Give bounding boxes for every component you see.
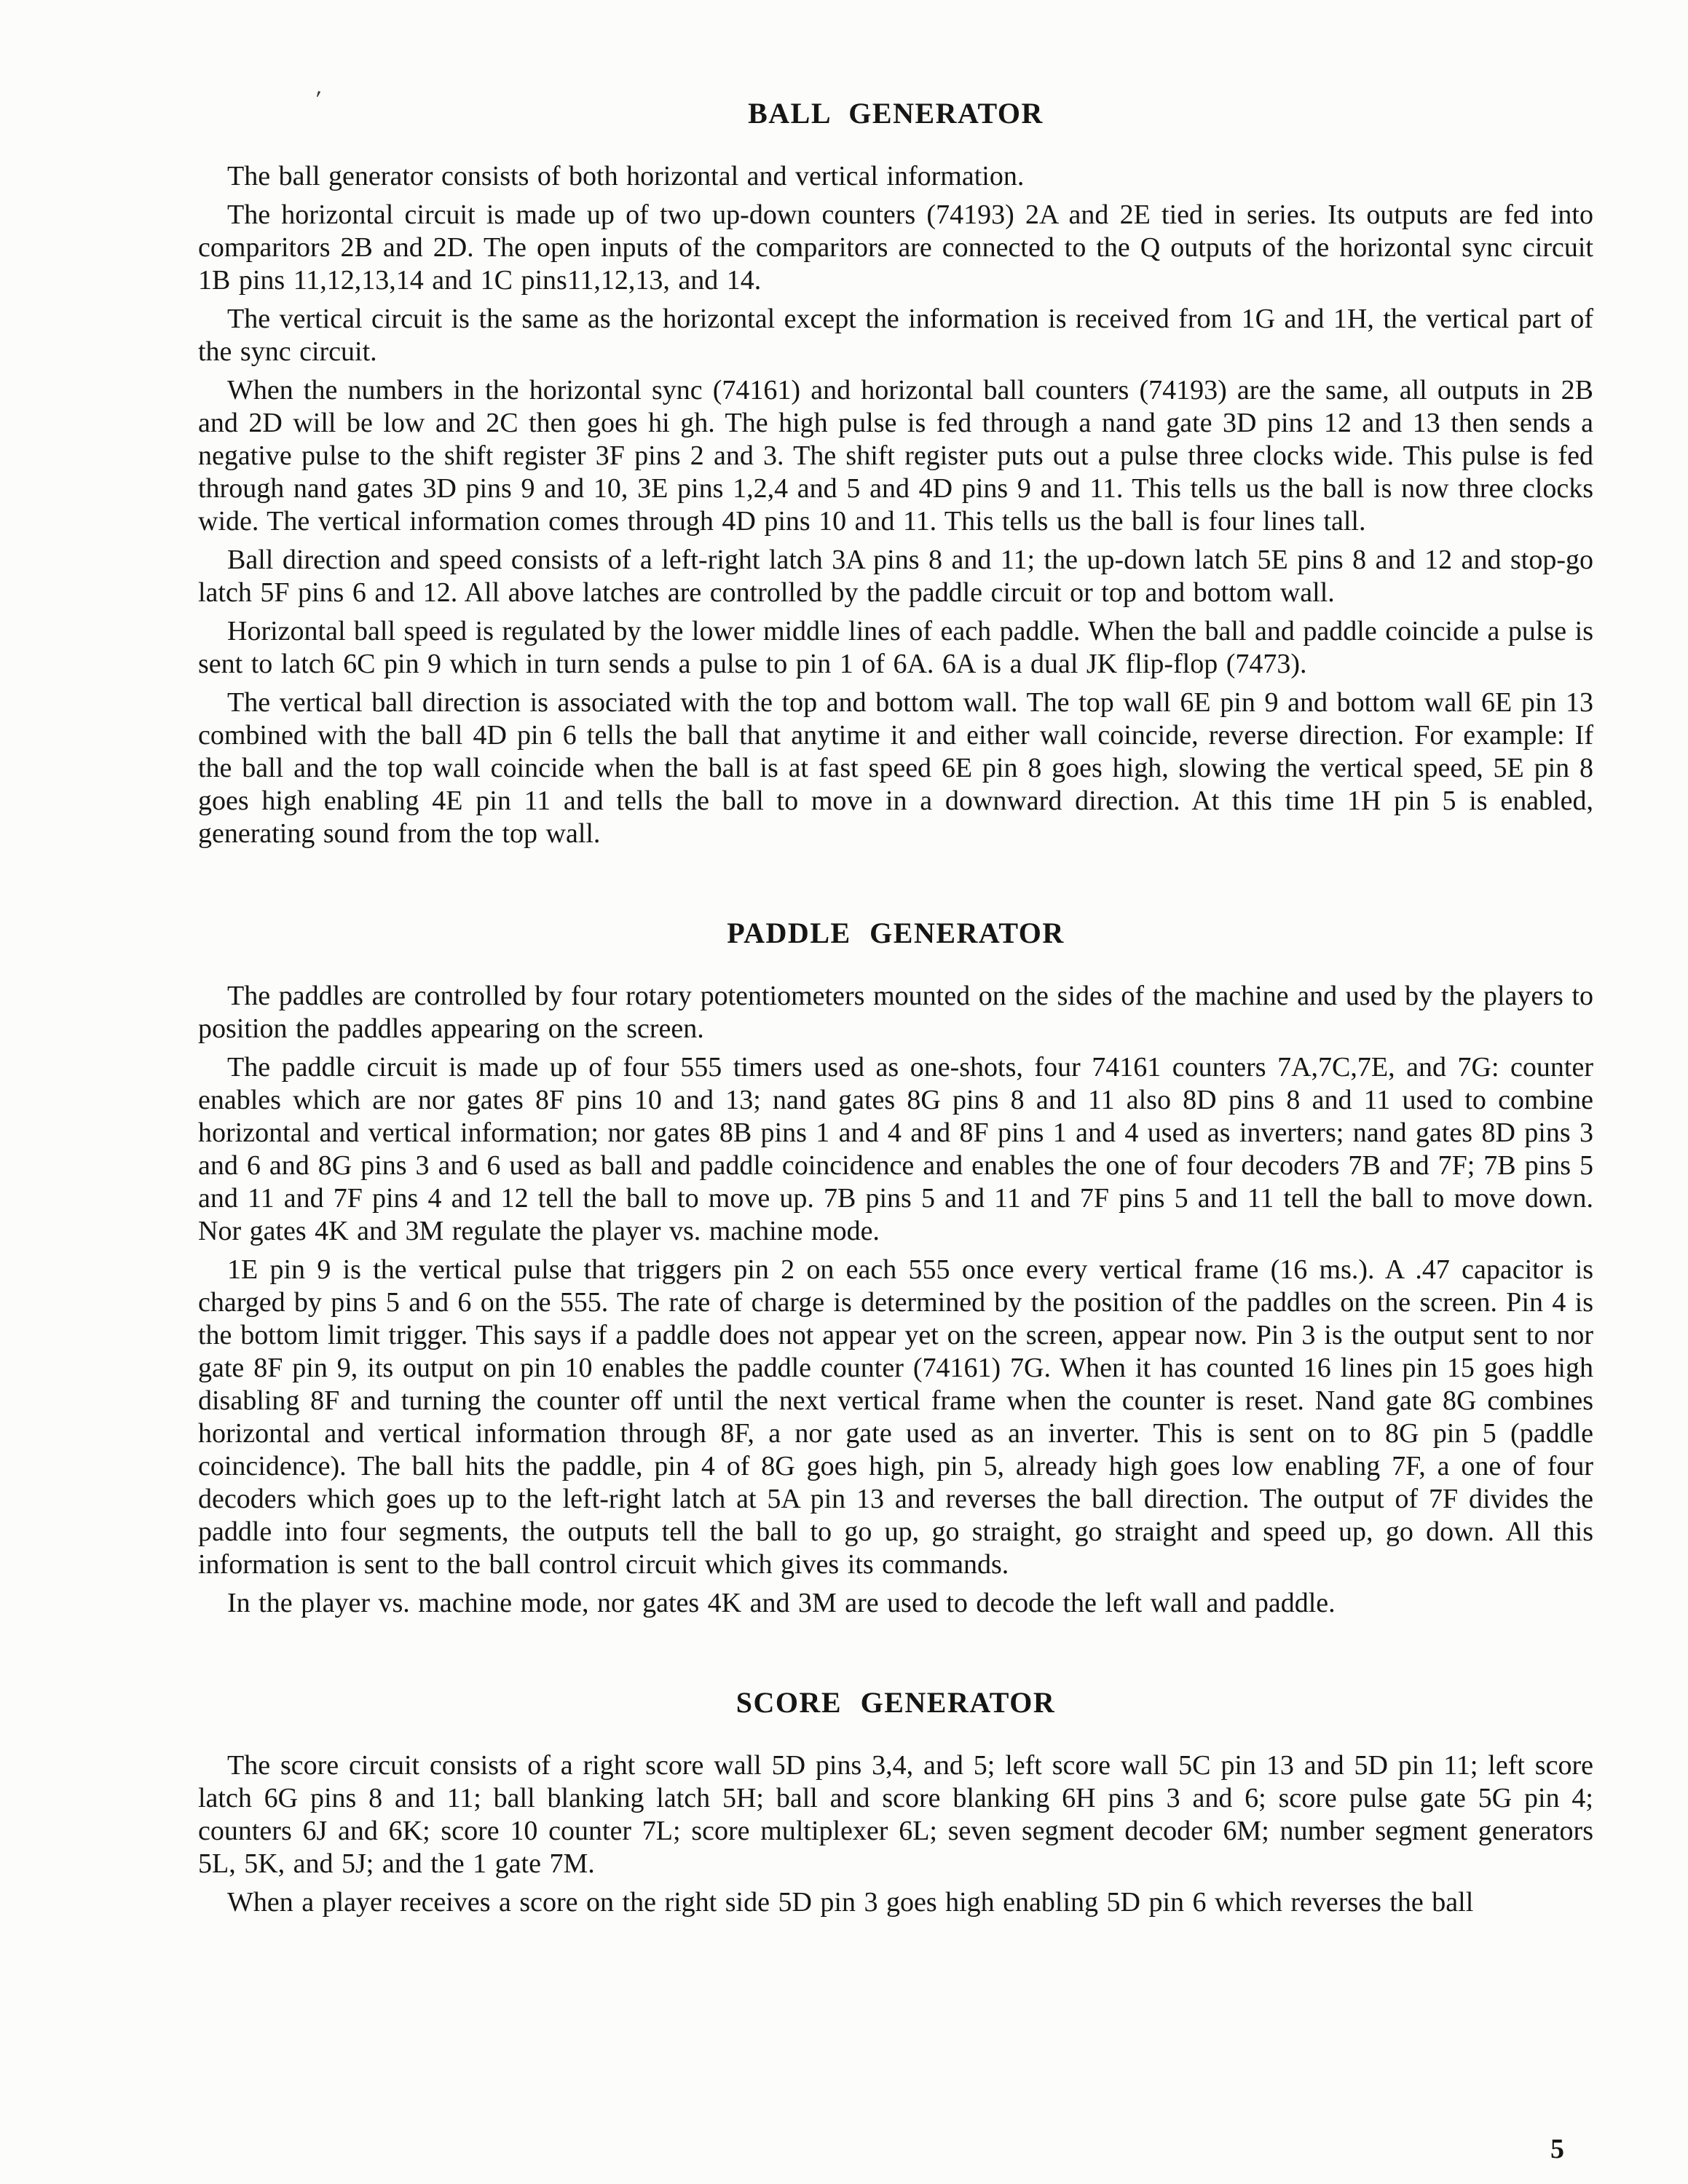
paragraph: The paddle circuit is made up of four 555 timers used as one-shots, four 74161 counters 7A,7C,7E, and 7G: counter enables which are nor gates 8F pins 10 and 13; nand gates 8G pins 8 and 11 also 8D pins 8 and 11 used to combine horizontal and vertical information; nor gates 8B pins 1 and 4 and 8F pins 1 and 4 used as inverters; nand gates 8D pins 3 and 6 and 8G pins 3 and 6 used as ball and paddle coincidence and enables the one of four decoders 7B and 7F; 7B pins 5 and 11 and 7F pins 4 and 12 tell the ball to move up. 7B pins 5 and 11 and 7F pins 5 and 11 tell the ball to move down. Nor gates 4K and 3M regulate the player vs. machine mode. <box>198 1052 1593 1246</box>
paragraph: When the numbers in the horizontal sync (74161) and horizontal ball counters (74193) are the same, all outputs in 2B and 2D will be low and 2C then goes hi gh. The high pulse is fed through a nand gate 3D pins 12 and 13 then sends a negative pulse to the shift register 3F pins 2 and 3. The shift register puts out a pulse three clocks wide. This pulse is fed through nand gates 3D pins 9 and 10, 3E pins 1,2,4 and 5 and 4D pins 9 and 11. This tells us the ball is now three clocks wide. The vertical information comes through 4D pins 10 and 11. This tells us the ball is four lines tall. <box>198 375 1593 537</box>
paragraph: The vertical circuit is the same as the horizontal except the information is received from 1G and 1H, the vertical part of the sync circuit. <box>198 304 1593 367</box>
paragraph: In the player vs. machine mode, nor gates 4K and 3M are used to decode the left wall and paddle. <box>227 1588 1336 1618</box>
sections-container <box>198 96 1593 1919</box>
section-heading: PADDLE GENERATOR <box>727 917 1065 949</box>
paragraph: Ball direction and speed consists of a left-right latch 3A pins 8 and 11; the up-down latch 5E pins 8 and 12 and stop-go latch 5F pins 6 and 12. All above latches are controlled by the paddle circuit or top and bottom wall. <box>198 545 1593 608</box>
paragraph: The score circuit consists of a right score wall 5D pins 3,4, and 5; left score wall 5C pin 13 and 5D pin 11; left score latch 6G pins 8 and 11; ball blanking latch 5H; ball and score blanking 6H pins 3 and 6; score pulse gate 5G pin 4; counters 6J and 6K; score 10 counter 7L; score multiplexer 6L; seven segment decoder 6M; number segment generators 5L, 5K, and 5J; and the 1 gate 7M. <box>198 1750 1593 1879</box>
paragraph: Horizontal ball speed is regulated by the lower middle lines of each paddle. When the ball and paddle coincide a pulse is sent to latch 6C pin 9 which in turn sends a pulse to pin 1 of 6A. 6A is a dual JK flip-flop (7473). <box>198 616 1593 679</box>
paragraph: 1E pin 9 is the vertical pulse that triggers pin 2 on each 555 once every vertical frame (16 ms.). A .47 capacitor is charged by pins 5 and 6 on the 555. The rate of charge is determined by the position of the paddles on the screen. Pin 4 is the bottom limit trigger. This says if a paddle does not appear yet on the screen, appear now. Pin 3 is the output sent to nor gate 8F pin 9, its output on pin 10 enables the paddle counter (74161) 7G. When it has counted 16 lines pin 15 goes high disabling 8F and turning the counter off until the next vertical frame when the counter is reset. Nand gate 8G combines horizontal and vertical information through 8F, a nor gate used as an inverter. This is sent on to 8G pin 5 (paddle coincidence). The ball hits the paddle, pin 4 of 8G goes high, pin 5, already high goes low enabling 7F, a one of four decoders which goes up to the left-right latch at 5A pin 13 and reverses the ball direction. The output of 7F divides the paddle into four segments, the outputs tell the ball to go up, go straight, go straight and speed up, go down. All this information is sent to the ball control circuit which gives its commands. <box>198 1254 1593 1580</box>
section-paddle-generator <box>198 916 1593 1620</box>
paragraph: When a player receives a score on the right side 5D pin 3 goes high enabling 5D pin 6 which reverses the ball <box>227 1887 1474 1918</box>
section-heading: SCORE GENERATOR <box>735 1686 1056 1719</box>
stray-mark: ' <box>310 85 322 114</box>
section-score-generator <box>198 1685 1593 1919</box>
paragraph: The vertical ball direction is associated with the top and bottom wall. The top wall 6E pin 9 and bottom wall 6E pin 13 combined with the ball 4D pin 6 tells the ball that anytime it and either wall coincide, reverse direction. For example: If the ball and the top wall coincide when the ball is at fast speed 6E pin 8 goes high, slowing the vertical speed, 5E pin 8 goes high enabling 4E pin 11 and tells the ball to move in a downward direction. At this time 1H pin 5 is enabled, generating sound from the top wall. <box>198 687 1593 849</box>
paragraph: The paddles are controlled by four rotary potentiometers mounted on the sides of the machine and used by the players to position the paddles appearing on the screen. <box>198 981 1593 1044</box>
section-heading: BALL GENERATOR <box>748 97 1044 130</box>
paragraph: The horizontal circuit is made up of two up-down counters (74193) 2A and 2E tied in series. Its outputs are fed into comparitors 2B and 2D. The open inputs of the comparitors are connected to the Q outputs of the horizontal sync circuit 1B pins 11,12,13,14 and 1C pins11,12,13, and 14. <box>198 199 1593 296</box>
paragraph: The ball generator consists of both horizontal and vertical information. <box>227 161 1025 191</box>
page-number: 5 <box>1550 2134 1564 2164</box>
section-ball-generator <box>198 96 1593 850</box>
